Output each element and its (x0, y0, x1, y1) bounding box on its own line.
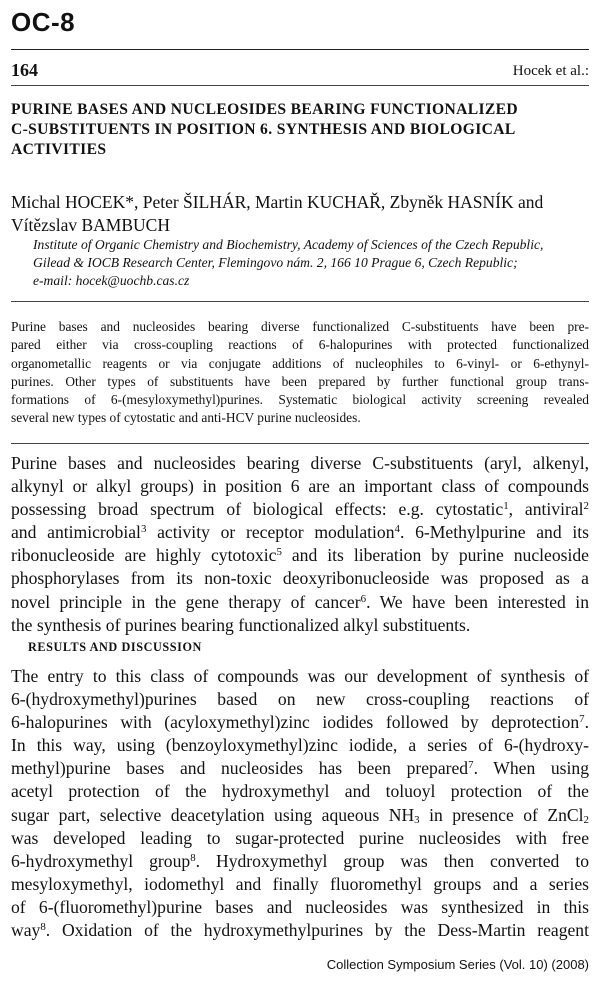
body-line: acetyl protection of the hydroxymethyl and toluoyl protection of the (11, 781, 589, 802)
affiliation-email: e-mail: hocek@uochb.cas.cz (33, 273, 190, 288)
body-line: phosphorylases from its non-toxic deoxyribonucleoside was proposed as a (11, 568, 589, 589)
citation: 8 (190, 851, 196, 864)
paper-title (11, 100, 591, 160)
section-heading: RESULTS AND DISCUSSION (28, 640, 202, 654)
intro-paragraph (11, 452, 589, 637)
authors-line: Vítězslav BAMBUCH (11, 215, 170, 235)
body-line: 6-hydroxymethyl group$^8$. Hydroxymethyl group was then converted to (11, 850, 590, 871)
abstract-line: Purine bases and nucleosides bearing diverse functionalized C-substituents have been pre- (11, 319, 589, 334)
abstract-line: pared either via cross-coupling reactions of 6-halopurines with protected functionalized (11, 337, 589, 353)
citation: 1 (503, 500, 509, 513)
abstract (11, 318, 589, 428)
body-line: ribonucleoside are highly cytotoxic$^5$ and its liberation by purine nucleoside (11, 545, 589, 566)
body-line: the synthesis of purines bearing functionalized alkyl substituents. (11, 614, 471, 635)
abstract-line: formations of 6-(mesyloxymethyl)purines. Systematic biological activity screening revealed (11, 392, 589, 408)
body-line: possessing broad spectrum of biological effects: e.g. cytostatic$^1$, antiviral$^2$ (11, 499, 589, 520)
abstract-top-rule (11, 301, 589, 302)
citation: 7 (579, 713, 585, 726)
body-line: The entry to this class of compounds was our development of synthesis of (11, 666, 589, 686)
author-list (11, 191, 591, 237)
authors-line: Michal HOCEK*, Peter ŠILHÁR, Martin KUCHAŘ, Zbyněk HASNÍK and (11, 192, 544, 212)
abstract-bottom-rule (11, 443, 589, 444)
title-line: PURINE BASES AND NUCLEOSIDES BEARING FUNCTIONALIZED (11, 101, 518, 118)
affiliation (33, 236, 593, 290)
body-line: alkynyl or alkyl groups) in position 6 are an important class of compounds (11, 476, 589, 497)
body-line: novel principle in the gene therapy of cancer$^6$. We have been interested in (11, 591, 589, 612)
subscript: 3 (414, 813, 420, 826)
citation: 4 (394, 523, 400, 536)
citation: 6 (360, 592, 367, 605)
citation: 2 (583, 500, 589, 513)
body-line: methyl)purine bases and nucleosides has been prepared$^7$. When using (11, 758, 589, 779)
body-line: Purine bases and nucleosides bearing diverse C-substituents (aryl, alkenyl, (11, 453, 589, 473)
body-line: sugar part, selective deacetylation using aqueous $NH_3$ in presence of ZnCl$_2$ (11, 804, 589, 826)
abstract-line: organometallic reagents or via conjugate additions of nucleophiles to 6-vinyl- or 6-ethynyl- (11, 355, 589, 371)
body-line: of 6-(fluoromethyl)purine bases and nucleosides was synthesized in this (11, 896, 589, 917)
title-line: C-SUBSTITUENTS IN POSITION 6. SYNTHESIS AND BIOLOGICAL (11, 121, 516, 138)
body-line: was developed leading to sugar-protected purine nucleosides with free (11, 827, 589, 848)
body-line: and antimicrobial$^3$ activity or receptor modulation$^4$. 6-Methylpurine and its (11, 522, 589, 543)
footer-citation: Collection Symposium Series (Vol. 10) (2008) (326, 957, 589, 972)
title-line: ACTIVITIES (11, 141, 107, 158)
body-line: 6-(hydroxymethyl)purines based on new cross-coupling reactions of (11, 689, 589, 710)
header-rule (11, 49, 589, 50)
citation: 7 (468, 759, 474, 772)
results-paragraph (11, 665, 589, 942)
page-number: 164 (11, 60, 38, 80)
affiliation-line: Gilead & IOCB Research Center, Flemingovo nám. 2, 166 10 Prague 6, Czech Republic; (33, 255, 518, 270)
citation: 3 (140, 523, 147, 536)
citation: 5 (276, 546, 282, 559)
abstract-line: purines. Other types of substituents have been prepared by further functional group trans- (11, 373, 589, 389)
body-line: 6-halopurines with (acyloxymethyl)zinc iodides followed by deprotection$^7$. (11, 712, 589, 733)
abstract-line: several new types of cytostatic and anti-HCV purine nucleosides. (11, 410, 361, 426)
running-author: Hocek et al.: (512, 63, 589, 79)
body-line: mesyloxymethyl, iodomethyl and finally fluoromethyl groups and a series (11, 873, 589, 894)
body-line: In this way, using (benzoyloxymethyl)zinc iodide, a series of 6-(hydroxy- (11, 735, 589, 756)
header-rule-2 (11, 85, 589, 86)
body-line: way$^8$. Oxidation of the hydroxymethylpurines by the Dess-Martin reagent (11, 920, 589, 941)
citation: 8 (40, 921, 46, 934)
affiliation-line: Institute of Organic Chemistry and Biochemistry, Academy of Sciences of the Czech Republic, (33, 237, 544, 252)
subscript: 2 (583, 813, 589, 826)
session-code: OC-8 (11, 7, 76, 37)
